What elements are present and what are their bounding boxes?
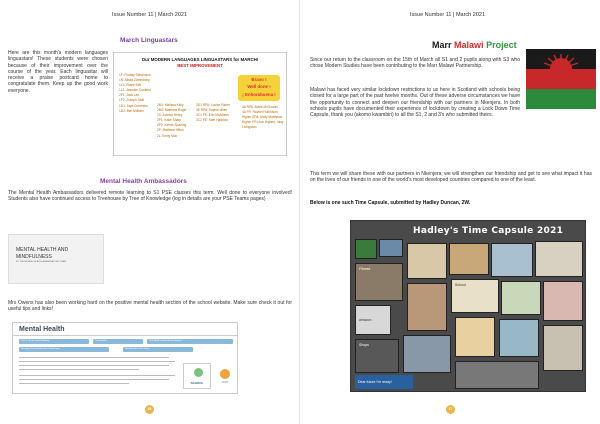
student-name: 3E RPA: Sophie Miller [196, 108, 228, 113]
student-name: 1N: Aliska Zamedniny [119, 78, 150, 83]
student-name: 1D1: Jaya Cummins [119, 103, 148, 108]
text-line [19, 365, 169, 366]
mental-health-text: The Mental Health Ambassadors delivered remote learning to S1 PSE classes this term. Well done to everyone involved! Students also have continued access to Treehouse by Tree of Knowledge (log in details are your PSE Teams pages) [8, 190, 292, 203]
mental-health-slide [8, 234, 104, 284]
student-name: 2L: Emily Muir [157, 133, 178, 138]
web-link-button[interactable]: Young Minds [93, 339, 143, 344]
title-word: Marr [432, 40, 452, 50]
tile-photo [543, 281, 583, 321]
divider [13, 335, 237, 336]
tile-drawing [449, 243, 489, 275]
tile-photo [491, 243, 533, 277]
school-logo [183, 363, 211, 389]
tile-banner [355, 375, 413, 389]
website-title: Mental Health [19, 326, 65, 333]
page-number: 17 [446, 405, 455, 414]
tile-photo [543, 325, 583, 371]
tile-amazon [355, 305, 391, 335]
student-name: 1D2: Ben McBain [119, 108, 144, 113]
card-column-s1 [119, 73, 151, 114]
chat-badge [215, 363, 235, 389]
tile-photo [403, 335, 451, 373]
tile-photo [501, 281, 541, 315]
student-name: 2M1: Melissa Kelly [157, 103, 184, 107]
student-name: 2P2: Kieran Sparling [157, 123, 187, 128]
mental-health-title: Mental Health Ambassadors [100, 178, 187, 185]
text-line [19, 357, 169, 358]
tile-shops [355, 339, 399, 373]
card-column-senior [242, 105, 286, 130]
card-column-s2 [157, 103, 187, 139]
linguastars-title: March Linguastars [120, 37, 178, 44]
card-column-s3 [196, 103, 230, 123]
logo-text: SCHOOL [190, 381, 204, 385]
web-link-button[interactable]: Click & Tips for Good Wellbeing [19, 339, 89, 344]
card-subtitle: BEST IMPROVEMENT [177, 63, 223, 68]
malawi-flag [526, 49, 596, 109]
owens-text: Mrs Owens has also been working hard on the positive mental health section of the school website. Make sure check it out for useful tips and links! [8, 300, 292, 313]
tile-school [451, 279, 499, 313]
student-name: 2P1: Katie Sharp [157, 118, 182, 123]
slide-title-line1: MENTAL HEALTH AND [16, 247, 69, 253]
right-page [300, 0, 600, 424]
linguastars-card [113, 52, 287, 156]
tile-label: School [455, 283, 466, 287]
student-name: 2M2: Matthew Roger [157, 108, 187, 113]
slide-subtitle: BY THE MENTAL HEALTH AMBASSADORS TEAM [16, 261, 67, 263]
capsule-caption: Below is one such Time Capsule, submitted by Hadley Duncan, 2W. [310, 200, 471, 206]
tile-photo [407, 283, 447, 331]
bravo-text: Bravo ! [251, 77, 267, 82]
web-link-button[interactable]: ORS Health and the Anxiety Support [147, 339, 233, 344]
malawi-text-2: Malawi has faced very similar lockdown restrictions to us here in Scotland with schools being closed for a large part of the past twelve months. Out of these adverse circumstances we have the opportunity to connect and deepen our friendship with our partners in Nkenjera. In both schools pupils have documented their experience of lockdown by creating a Lock Down Time Capsule, thank you (akomo kwambiri) to all the S1, 2 and 3's who submitted theirs. [310, 87, 520, 119]
student-name: 1P2: Joseph Stott [119, 98, 145, 103]
flag-stripe-red [526, 69, 596, 89]
capsule-title: Hadley's Time Capsule 2021 [413, 226, 564, 236]
page-number: 16 [145, 405, 154, 414]
web-link-button[interactable]: Managing Mental Health with Young People [19, 347, 109, 352]
tile-label: Shops [359, 343, 369, 347]
malawi-text-1: Since our return to the classroom on the 15th of March all S1 and 2 pupils along with S3 who chose Modern Studies have been contributing to the Marr Malawi Partnership. [310, 57, 520, 70]
flag-stripe-green [526, 89, 596, 109]
tile-green-photo [355, 239, 377, 259]
tile-photo [379, 239, 403, 257]
tile-label: amazon [359, 318, 372, 322]
student-name: Higher FR (Adv Higher): Islay Livingston [242, 120, 284, 130]
card-title: Our MODERN LANGUAGES LINGUASTARS for MARCH! [141, 57, 259, 62]
chat-text: CHAT [221, 381, 229, 384]
tile-drawing [407, 243, 447, 279]
student-name: 3C2 PE: Sam Haddow [196, 118, 228, 123]
student-name: 2P: Matthew Hilton [157, 128, 184, 133]
student-name: 3C1 PE: Erin McAllister [196, 113, 230, 118]
tile-drawing [455, 317, 495, 357]
tile-label: Dear future I'm ready! [358, 380, 392, 384]
malawi-text-3: This term we will share these with our partners in Nkenjera; we will strengthen our friendship and get to see what impact it has on the lives of our friends in one of the world's most developed countries compared to one of the least. [310, 171, 592, 184]
marr-malawi-title [432, 40, 517, 50]
text-line [19, 369, 139, 370]
text-line [19, 375, 175, 376]
student-name: 1F: Findlay Stevenson [119, 73, 151, 77]
issue-header: Issue Number 11 | March 2021 [112, 12, 188, 18]
student-name: 2S: Joshua Heary [157, 113, 183, 118]
text-line [19, 383, 129, 384]
title-word: Malawi [454, 40, 484, 50]
bravo-sticker [238, 75, 280, 101]
student-name: 2P1: Jack Lee [119, 93, 140, 98]
linguastars-text: Here are this month's modern languages linguastars! These students were chosen because of their improvement over the course of the year. Each linguastar will receive a praise postcard home to congratulate them. Keep up the good work everyone. [8, 50, 108, 94]
issue-header: Issue Number 11 | March 2021 [410, 12, 486, 18]
text-line [19, 379, 169, 380]
tile-label: Fitness [359, 267, 371, 271]
title-word: Project [486, 40, 517, 50]
student-name: 4A FR: Rachel Hutchison [242, 110, 278, 115]
student-name: 4A RPA: Abbie McGowan [242, 105, 278, 109]
web-link-button[interactable]: Mental Health in the Gallery [123, 347, 193, 352]
student-name: 1L2: Jasmine Caufield [119, 88, 151, 93]
text-line [19, 361, 175, 362]
well-done-text: Well done ! [247, 84, 271, 89]
tile-fitness-photo [355, 263, 403, 301]
website-screenshot [12, 322, 238, 394]
tile-photo [499, 319, 539, 357]
tile-photo [455, 361, 539, 389]
slide-title-line2: MINDFULNESS [16, 254, 52, 260]
student-name: 3D1 RPA: Louise Fisher [196, 103, 230, 107]
chat-icon [220, 369, 230, 379]
enhorabuena-text: ¡ Enhorabuena ! [242, 92, 276, 97]
tile-text-panel [535, 241, 583, 277]
student-name: Higher SPA: Molly Matthews [242, 115, 283, 120]
logo-icon [194, 368, 203, 377]
time-capsule-poster [350, 220, 586, 392]
student-name: 1L1: Grace Kirk [119, 83, 142, 88]
